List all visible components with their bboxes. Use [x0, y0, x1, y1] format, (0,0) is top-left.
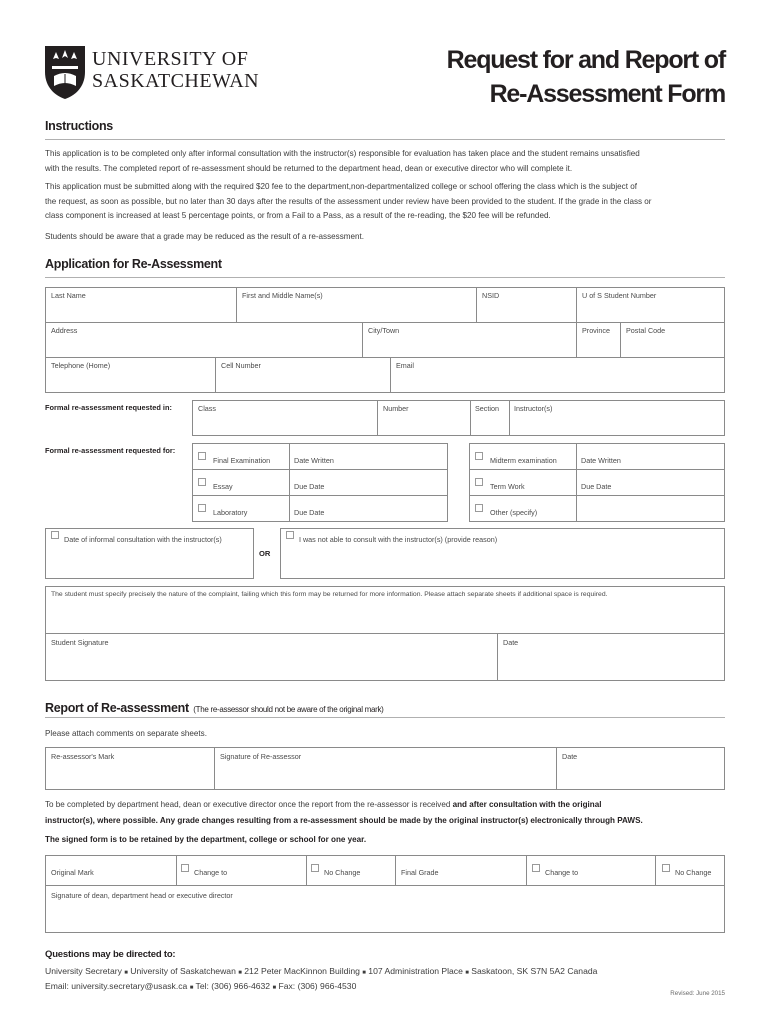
instructor-field[interactable]: Instructor(s)	[514, 404, 553, 413]
informal-consultation-date-field[interactable]: Date of informal consultation with the instructor(s)	[64, 535, 222, 544]
complaint-note: The student must specify precisely the nature of the complaint, failing which this form may be returned for more information. Please attach separate sheets if additional space is required.	[51, 591, 608, 598]
footer-contact	[45, 981, 356, 991]
section-field[interactable]: Section	[475, 404, 499, 413]
other-checkbox[interactable]	[475, 504, 483, 512]
instructions-p1-line2: with the results. The completed report of re-assessment should be returned to the department head, dean or executive director who will complete it.	[45, 163, 573, 173]
reassessor-row	[45, 747, 725, 790]
email-field[interactable]: Email	[396, 361, 414, 370]
crest-icon	[44, 44, 86, 100]
footer-tel: Tel: (306) 966-4632	[195, 981, 271, 991]
application-rule	[45, 277, 725, 278]
instructions-p3: Students should be aware that a grade may be reduced as the result of a re-assessment.	[45, 232, 364, 241]
last-name-field[interactable]: Last Name	[51, 291, 86, 300]
report-heading-note: (The re-assessor should not be aware of the original mark)	[193, 705, 384, 714]
instructions-p2-line1: This application must be submitted along with the required $20 fee to the department,non-departmentalized college or school offering the class which is the subject of	[45, 182, 637, 191]
form-title-line2: Re-Assessment Form	[489, 80, 725, 108]
university-logo	[44, 44, 274, 100]
mark-no-change-label: No Change	[324, 868, 361, 877]
unable-to-consult-checkbox[interactable]	[286, 531, 294, 539]
student-signature-date-field[interactable]: Date	[503, 638, 519, 647]
requested-for-label: Formal re-assessment requested for:	[45, 446, 176, 455]
final-exam-checkbox[interactable]	[198, 452, 206, 460]
questions-heading: Questions may be directed to:	[45, 949, 176, 960]
grade-change-to-field[interactable]: Change to	[545, 868, 579, 877]
class-field[interactable]: Class	[198, 404, 216, 413]
instructions-rule	[45, 139, 725, 140]
contact-row	[45, 357, 725, 393]
first-middle-name-field[interactable]: First and Middle Name(s)	[242, 291, 323, 300]
completion-note-normal: To be completed by department head, dean or executive director once the report from the re-assessor is received	[45, 800, 453, 809]
reassessor-mark-field[interactable]: Re-assessor's Mark	[51, 752, 115, 761]
final-exam-date-field[interactable]: Date Written	[294, 456, 334, 465]
grade-change-to-checkbox[interactable]	[532, 864, 540, 872]
telephone-field[interactable]: Telephone (Home)	[51, 361, 111, 370]
term-work-due-date-field[interactable]: Due Date	[581, 482, 612, 491]
bullet-icon: ■	[189, 985, 194, 991]
footer-addr-3: 212 Peter MacKinnon Building	[244, 966, 360, 976]
essay-checkbox[interactable]	[198, 478, 206, 486]
requested-in-label: Formal re-assessment requested in:	[45, 403, 172, 412]
university-name-line2: SASKATCHEWAN	[92, 70, 260, 92]
bullet-icon: ■	[238, 970, 242, 976]
address-field[interactable]: Address	[51, 326, 78, 335]
midterm-date-field[interactable]: Date Written	[581, 456, 621, 465]
laboratory-label: Laboratory	[213, 508, 248, 517]
footer-addr-4: 107 Administration Place	[368, 966, 463, 976]
informal-consultation-checkbox[interactable]	[51, 531, 59, 539]
class-row	[192, 400, 725, 436]
city-field[interactable]: City/Town	[368, 326, 400, 335]
student-number-field[interactable]: U of S Student Number	[582, 291, 657, 300]
retained-note: The signed form is to be retained by the department, college or school for one year.	[45, 835, 367, 844]
essay-label: Essay	[213, 482, 233, 491]
original-mark-field[interactable]: Original Mark	[51, 868, 94, 877]
instructions-p2-line3: class component is increased at least 5 percentage points, or from a Fail to a Pass, as a result of the re-reading, the $20 fee will be refunded.	[45, 211, 551, 221]
completion-note-bold: and after consultation with the original	[452, 800, 602, 809]
number-field[interactable]: Number	[383, 404, 409, 413]
student-signature-field[interactable]: Student Signature	[51, 638, 109, 647]
university-name-line1: UNIVERSITY OF	[92, 48, 249, 70]
instructions-p2-line2: the request, as soon as possible, but no later than 30 days after the results of the assessment under review have been provided to the student. If the grade in the class or	[45, 196, 652, 206]
province-field[interactable]: Province	[582, 326, 610, 335]
reassessor-signature-field[interactable]: Signature of Re-assessor	[220, 752, 302, 761]
nsid-field[interactable]: NSID	[482, 291, 500, 300]
reassessor-date-field[interactable]: Date	[562, 752, 578, 761]
footer-email-link[interactable]: Email: university.secretary@usask.ca	[45, 981, 188, 991]
form-title-line1: Request for and Report of	[446, 46, 725, 74]
term-work-label: Term Work	[490, 482, 525, 491]
laboratory-checkbox[interactable]	[198, 504, 206, 512]
application-heading: Application for Re-Assessment	[45, 257, 222, 271]
dean-signature-field[interactable]: Signature of dean, department head or executive director	[51, 891, 233, 900]
final-exam-label: Final Examination	[213, 456, 271, 465]
student-signature-row	[45, 633, 725, 681]
grade-no-change-label: No Change	[675, 868, 712, 877]
or-label: OR	[259, 549, 271, 558]
midterm-checkbox[interactable]	[475, 452, 483, 460]
mark-no-change-checkbox[interactable]	[311, 864, 319, 872]
instructions-p1-line1: This application is to be completed only after informal consultation with the instructor(s) responsible for evaluation has taken place and the student remains unsatisfied	[45, 149, 640, 158]
grade-row	[45, 855, 725, 886]
essay-due-date-field[interactable]: Due Date	[294, 482, 325, 491]
mark-change-to-field[interactable]: Change to	[194, 868, 228, 877]
other-specify-field[interactable]: Other (specify)	[490, 508, 538, 517]
bullet-icon: ■	[465, 970, 469, 976]
bullet-icon: ■	[272, 985, 277, 991]
grade-no-change-checkbox[interactable]	[662, 864, 670, 872]
mark-change-to-checkbox[interactable]	[181, 864, 189, 872]
report-rule	[45, 717, 725, 718]
report-attach-note: Please attach comments on separate sheets.	[45, 729, 207, 738]
postal-code-field[interactable]: Postal Code	[626, 326, 666, 335]
midterm-label: Midterm examination	[490, 456, 557, 465]
term-work-checkbox[interactable]	[475, 478, 483, 486]
unable-to-consult-reason-field[interactable]: I was not able to consult with the instructor(s) (provide reason)	[299, 535, 498, 544]
footer-addr-1: University Secretary	[45, 966, 122, 976]
report-heading: Report of Re-assessment	[45, 701, 189, 715]
bullet-icon: ■	[362, 970, 366, 976]
completion-note-line2: instructor(s), where possible. Any grade changes resulting from a re-assessment should be made by the original instructor(s) electronically through PAWS.	[45, 816, 643, 825]
instructions-heading: Instructions	[45, 119, 113, 133]
revised-date: Revised: June 2015	[670, 990, 725, 997]
footer-addr-2: University of Saskatchewan	[130, 966, 236, 976]
cell-number-field[interactable]: Cell Number	[221, 361, 261, 370]
footer-address	[45, 966, 597, 976]
footer-fax: Fax: (306) 966-4530	[278, 981, 357, 991]
bullet-icon: ■	[124, 970, 128, 976]
footer-addr-5: Saskatoon, SK S7N 5A2 Canada	[471, 966, 598, 976]
laboratory-due-date-field[interactable]: Due Date	[294, 508, 325, 517]
final-grade-field[interactable]: Final Grade	[401, 868, 439, 877]
